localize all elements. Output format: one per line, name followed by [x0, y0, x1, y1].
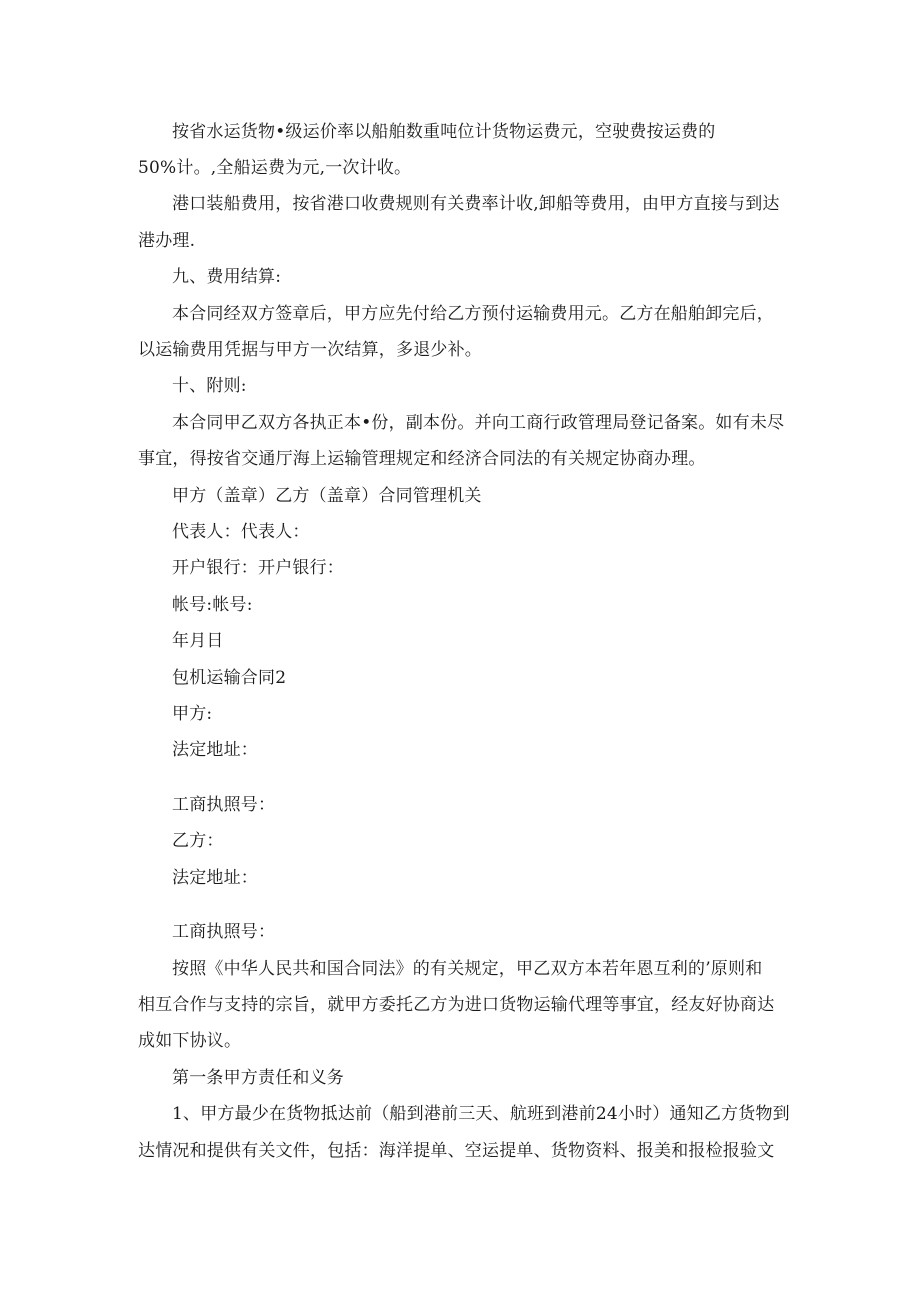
field-label: 代表人：代表人： — [172, 522, 310, 542]
text-line: 按省水运货物•级运价率以船舶数重吨位计货物运费元，空驶费按运费的 — [172, 122, 716, 142]
field-label: 乙方： — [172, 831, 224, 851]
text-line: 事宜，得按省交通厅海上运输管理规定和经济合同法的有关规定协商办理。 — [138, 449, 706, 469]
date-line: 年月日 — [172, 631, 224, 651]
section-heading: 九、费用结算: — [172, 267, 282, 287]
field-label: 帐号:帐号: — [172, 595, 253, 615]
text-line: 本合同甲乙双方各执正本•份，副本份。并向工商行政管理局登记备案。如有未尽 — [172, 413, 785, 433]
text-line: 相互合作与支持的宗旨，就甲方委托乙方为进口货物运输代理等事宜，经友好协商达 — [138, 995, 775, 1015]
text-line: 50%计。,全船运费为元,一次计收。 — [138, 158, 412, 178]
field-label: 工商执照号： — [172, 922, 276, 942]
field-label: 甲方: — [172, 704, 213, 724]
contract-title: 包机运输合同2 — [172, 668, 287, 688]
section-heading: 十、附则: — [172, 376, 247, 396]
field-label: 法定地址： — [172, 868, 258, 888]
field-label: 开户银行：开户银行： — [172, 558, 344, 578]
field-label: 法定地址： — [172, 740, 258, 760]
text-line: 以运输费用凭据与甲方一次结算，多退少补。 — [138, 340, 482, 360]
text-line: 达情况和提供有关文件，包括：海洋提单、空运提单、货物资料、报美和报检报验文 — [138, 1141, 775, 1161]
text-line: 按照《中华人民共和国合同法》的有关规定，甲乙双方本若年恩互利的’原则和 — [172, 959, 763, 979]
text-line: 港口装船费用，按省港口收费规则有关费率计收,卸船等费用，由甲方直接与到达 — [172, 194, 780, 214]
text-line: 本合同经双方签章后，甲方应先付给乙方预付运输费用元。乙方在船舶卸完后， — [172, 304, 774, 324]
signature-line: 甲方（盖章）乙方（盖章）合同管理机关 — [172, 486, 482, 506]
text-line: 成如下协议。 — [138, 1031, 242, 1051]
text-line: 港办理. — [138, 231, 196, 251]
text-line: 1、甲方最少在货物抵达前（船到港前三天、航班到港前24小时）通知乙方货物到 — [172, 1104, 790, 1124]
article-heading: 第一条甲方责任和义务 — [172, 1068, 344, 1088]
field-label: 工商执照号： — [172, 795, 276, 815]
